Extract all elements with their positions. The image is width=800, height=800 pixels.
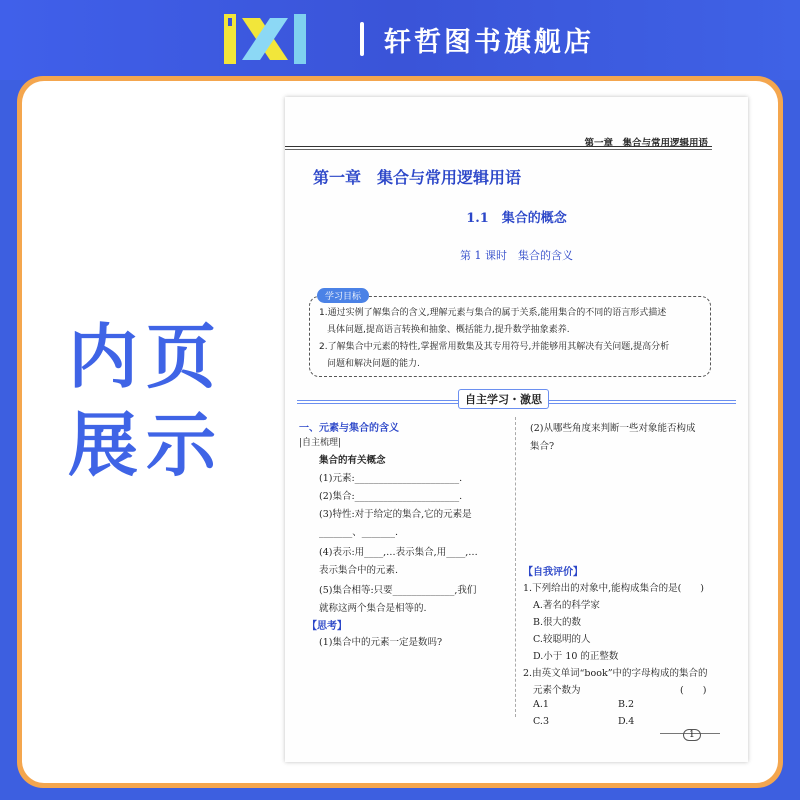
- store-name: 轩哲图书旗舰店: [384, 27, 594, 58]
- think-tag: 【思考】: [307, 621, 347, 632]
- eval-option: C.较聪明的人: [533, 634, 591, 645]
- eval-question-1: 1.下列给出的对象中,能构成集合的是( ): [523, 583, 704, 594]
- running-head-rule-thin: [285, 149, 712, 150]
- right-line: (2)从哪些角度来判断一些对象能否构成: [530, 423, 696, 434]
- eval-option: B.2: [618, 699, 635, 710]
- eval-question-2-cont: 元素个数为: [533, 685, 581, 696]
- header-divider: [360, 22, 364, 56]
- chapter-title: 第一章 集合与常用逻辑用语: [313, 168, 522, 187]
- left-heading: 一、元素与集合的含义: [299, 423, 399, 434]
- left-line: (4)表示:用____,…表示集合,用____,…: [319, 547, 478, 558]
- think-question: (1)集合中的元素一定是数吗?: [319, 637, 443, 648]
- left-line: 就称这两个集合是相等的.: [319, 603, 427, 614]
- left-line: (3)特性:对于给定的集合,它的元素是: [319, 509, 472, 520]
- eval-option: D.小于 10 的正整数: [533, 651, 619, 662]
- section-title: 1.1 集合的概念: [466, 211, 567, 226]
- goal-line: 具体问题,提高语言转换和抽象、概括能力,提升数学抽象素养.: [327, 325, 570, 335]
- self-study-tag: |自主梳理|: [299, 438, 342, 448]
- left-line: 表示集合中的元素.: [319, 565, 399, 576]
- page-number: 1: [683, 729, 701, 741]
- column-separator: [515, 417, 516, 717]
- self-eval-tag: 【自我评价】: [523, 567, 583, 578]
- running-head-rule: [285, 146, 712, 147]
- band-title: 自主学习・激思: [458, 389, 549, 409]
- learning-goals-tag: 学习目标: [317, 288, 369, 303]
- lesson-title: 第 1 课时 集合的含义: [460, 249, 573, 262]
- eval-question-2: 2.由英文单词“book”中的字母构成的集合的: [523, 668, 708, 679]
- eval-option: A.著名的科学家: [533, 600, 600, 611]
- goal-line: 2.了解集合中元素的特性,掌握常用数集及其专用符号,并能够用其解决有关问题,提高分析: [319, 342, 670, 352]
- goal-line: 1.通过实例了解集合的含义,理解元素与集合的属于关系,能用集合的不同的语言形式描述: [319, 308, 667, 318]
- learning-goals-text: [319, 305, 709, 373]
- eval-option: B.很大的数: [533, 617, 582, 628]
- right-line: 集合?: [530, 441, 555, 452]
- left-line: (1)元素:______________________.: [319, 473, 463, 484]
- left-line: _______、_______.: [319, 527, 399, 538]
- side-caption-line2: 展示: [68, 404, 224, 486]
- goal-line: 问题和解决问题的能力.: [327, 359, 420, 369]
- left-line: (2)集合:______________________.: [319, 491, 463, 502]
- concept-subheading: 集合的有关概念: [319, 455, 386, 466]
- running-head: 第一章 集合与常用逻辑用语: [584, 138, 708, 149]
- left-line: (5)集合相等:只要_____________,我们: [319, 585, 477, 596]
- eval-option: C.3: [533, 716, 549, 727]
- side-caption-line1: 内页: [68, 316, 224, 398]
- eval-option: D.4: [618, 716, 635, 727]
- eval-option: A.1: [533, 699, 549, 710]
- answer-paren: ( ): [680, 685, 707, 696]
- brand-logo: [222, 10, 308, 68]
- book-page: [285, 97, 748, 762]
- header-bar: [0, 0, 800, 80]
